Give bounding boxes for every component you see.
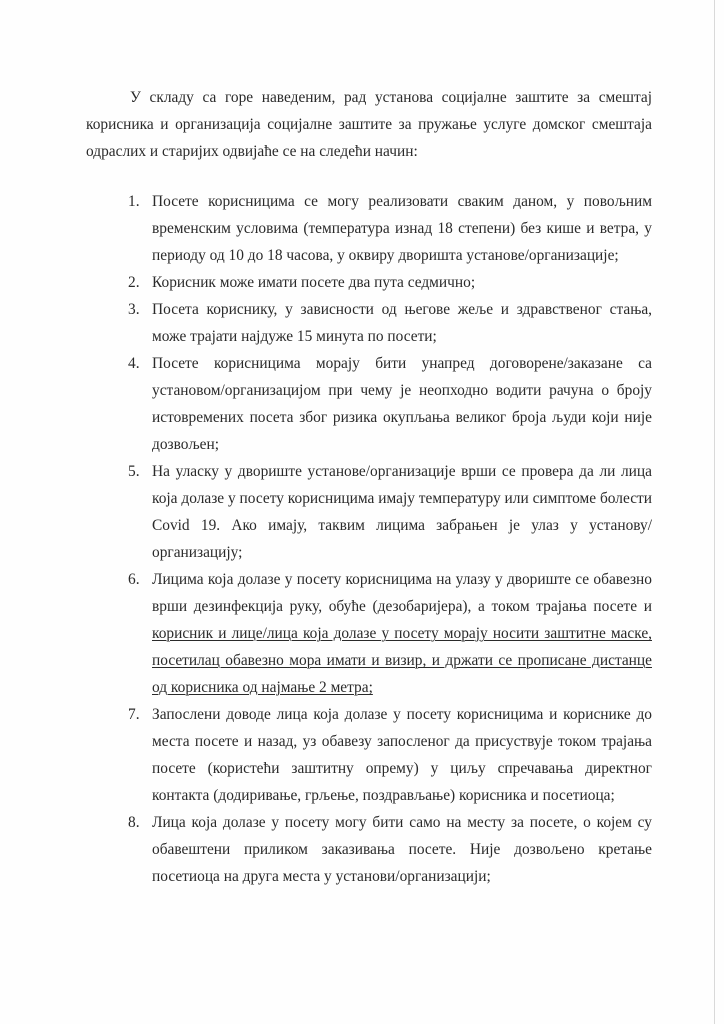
item-text: Лица која долазе у посету могу бити само на месту за посете, о којем су обавештени приликом заказивања посете. Није дозвољено кретање посетиоца на друга места у установи/организацији; (152, 814, 652, 885)
item-number: 1. (128, 193, 140, 210)
item-number: 5. (128, 463, 140, 480)
list-item (86, 701, 652, 809)
list-item (86, 458, 652, 566)
list-item (86, 269, 652, 296)
list-item (86, 188, 652, 269)
item-text: Лицима која долазе у посету корисницима на улазу у двориште се обавезно врши дезинфекција руку, обуће (дезобаријера), а током трајања посете и (152, 571, 652, 615)
list-item (86, 809, 652, 890)
item-number: 4. (128, 355, 140, 372)
item-text-underlined: корисник и лице/лица која долазе у посету морају носити заштитне маске, посетилац обавезно мора имати и визир, и држати се прописане дистанце од корисника од најмање 2 метра; (152, 625, 652, 696)
document-body (86, 84, 652, 890)
item-number: 2. (128, 274, 140, 291)
intro-paragraph: У складу са горе наведеним, рад установа социјалне заштите за смештај корисника и организација социјалне заштите за пружање услуге домског смештаја одраслих и старијих одвијаће се на следећи начин: (86, 89, 652, 160)
item-number: 8. (128, 814, 140, 831)
item-number: 7. (128, 706, 140, 723)
list-item (86, 350, 652, 458)
item-text: Посете корисницима морају бити унапред договорене/заказане са установом/организацијом при чему је неопходно водити рачуна о броју истовремених посета због ризика окупљања великог броја људи који није дозвољен; (152, 355, 652, 453)
item-text: На уласку у двориште установе/организације врши се провера да ли лица која долазе у посету корисницима имају температуру или симптоме болести Covid 19. Ако имају, таквим лицима забрањен је улаз у установу/организацију; (152, 463, 652, 561)
item-text: Посете корисницима се могу реализовати сваким даном, у повољним временским условима (температура изнад 18 степени) без кише и ветра, у периоду од 10 до 18 часова, у оквиру дворишта установе/организације; (152, 193, 652, 264)
item-number: 3. (128, 301, 140, 318)
item-number: 6. (128, 571, 140, 588)
list-item (86, 296, 652, 350)
rules-list (86, 188, 652, 890)
item-text: Посета кориснику, у зависности од његове жеље и здравственог стања, може трајати најдуже 15 минута по посети; (152, 301, 652, 345)
page-edge-line (714, 0, 715, 1024)
list-item (86, 566, 652, 701)
item-text: Корисник може имати посете два пута седмично; (152, 274, 476, 291)
item-text: Запослени доводе лица која долазе у посету корисницима и кориснике до места посете и назад, уз обавезу запосленог да присуствује током трајања посете (користећи заштитну опрему) у циљу спречавања директног контакта (додиривање, грљење, поздрављање) корисника и посетиоца; (152, 706, 652, 804)
